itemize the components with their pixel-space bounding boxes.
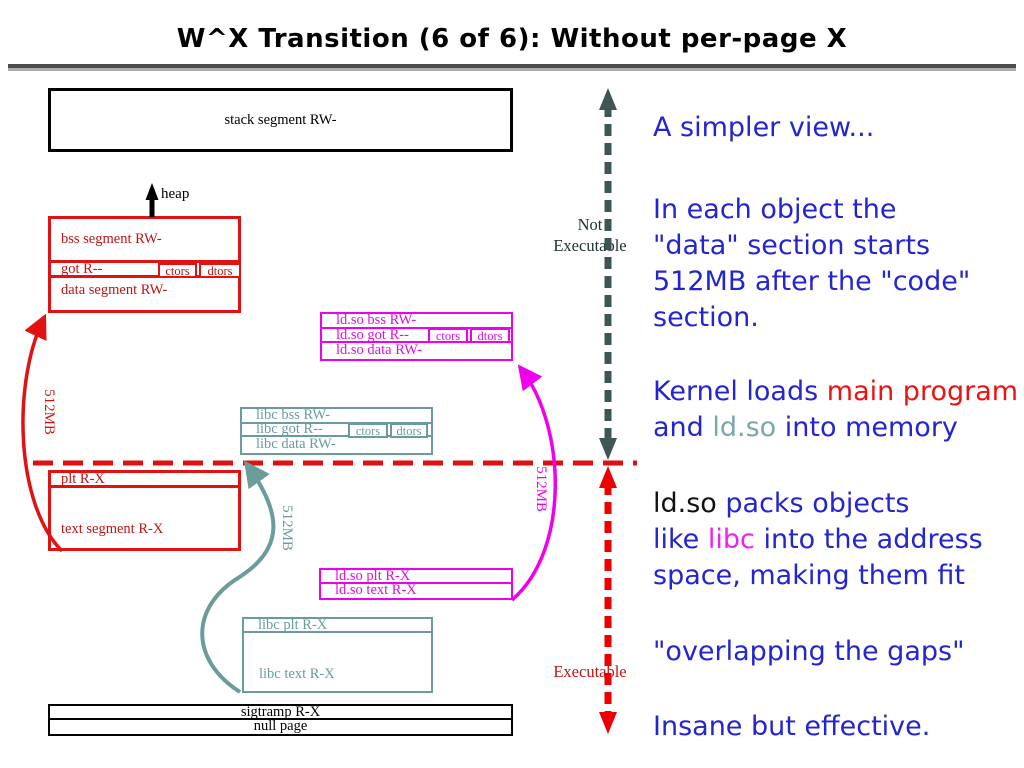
- bss-segment-label: bss segment RW-: [61, 231, 162, 247]
- ldso-got-label: ld.so got R--: [336, 326, 409, 343]
- stack-segment-box: [48, 88, 513, 152]
- main-text-box: [48, 470, 241, 551]
- note-quote: "overlapping the gaps": [653, 636, 965, 667]
- stack-segment-label: stack segment RW-: [224, 111, 337, 128]
- got-label: got R--: [61, 260, 103, 277]
- heap-label: heap: [161, 186, 190, 202]
- libc-got-label: libc got R--: [256, 421, 323, 437]
- dtors-label: dtors: [207, 263, 233, 278]
- heap-arrow: [146, 183, 159, 217]
- libc-plt-label: libc plt R-X: [258, 616, 328, 633]
- note-intro: A simpler view...: [653, 112, 875, 143]
- libc-dtors-label: dtors: [396, 423, 422, 438]
- main-data-box: [48, 216, 241, 313]
- ldso-bss-label: ld.so bss RW-: [336, 312, 417, 328]
- ldso-data-box: [320, 312, 513, 361]
- ldso-dtors-label: dtors: [477, 328, 503, 343]
- sigtramp-label: sigtramp R-X: [240, 703, 321, 720]
- libc-ctors-label: ctors: [355, 423, 381, 438]
- libc-dtors-box: [390, 423, 428, 438]
- ldso-ctors-box: [428, 328, 468, 343]
- executable-label: Executable: [553, 662, 627, 681]
- executable-arrow: [599, 466, 617, 734]
- size-label-libc: 512MB: [279, 505, 295, 551]
- ldso-data-label: ld.so data RW-: [336, 342, 422, 358]
- libc-bss-label: libc bss RW-: [256, 407, 331, 423]
- ctors-box: [158, 263, 197, 278]
- note-closing: Insane but effective.: [653, 711, 931, 742]
- ldso-text-label: ld.so text R-X: [335, 582, 417, 598]
- note-packs-paragraph: ld.so packs objects like libc into the address space, making them fit: [653, 488, 983, 591]
- sigtramp-box: [48, 704, 513, 736]
- note-object-paragraph: In each object the "data" section starts 512MB after the "code" section.: [653, 194, 971, 333]
- ldso-ctors-label: ctors: [435, 328, 461, 343]
- size-label-main: 512MB: [41, 389, 57, 435]
- dtors-box: [199, 263, 241, 278]
- ldso-text-box: [319, 568, 513, 600]
- libc-ctors-box: [348, 423, 388, 438]
- not-executable-arrow: [599, 88, 617, 460]
- ctors-label: ctors: [165, 263, 190, 278]
- size-label-ldso: 512MB: [533, 466, 549, 512]
- libc-data-box: [240, 407, 433, 455]
- libc-data-label: libc data RW-: [256, 436, 336, 452]
- libc-text-box: [242, 617, 433, 693]
- text-segment-label: text segment R-X: [61, 521, 164, 537]
- title-rule: [8, 64, 1016, 71]
- data-segment-label: data segment RW-: [61, 282, 168, 298]
- ldso-plt-label: ld.so plt R-X: [335, 567, 411, 584]
- null-page-label: null page: [253, 718, 308, 734]
- note-kernel-paragraph: Kernel loads main program and ld.so into memory: [653, 376, 1019, 443]
- ldso-dtors-box: [470, 328, 510, 343]
- not-executable-label: Not Executable: [553, 215, 627, 255]
- libc-text-label: libc text R-X: [259, 666, 335, 682]
- plt-label: plt R-X: [61, 470, 105, 487]
- slide-title: W^X Transition (6 of 6): Without per-page X: [176, 24, 848, 54]
